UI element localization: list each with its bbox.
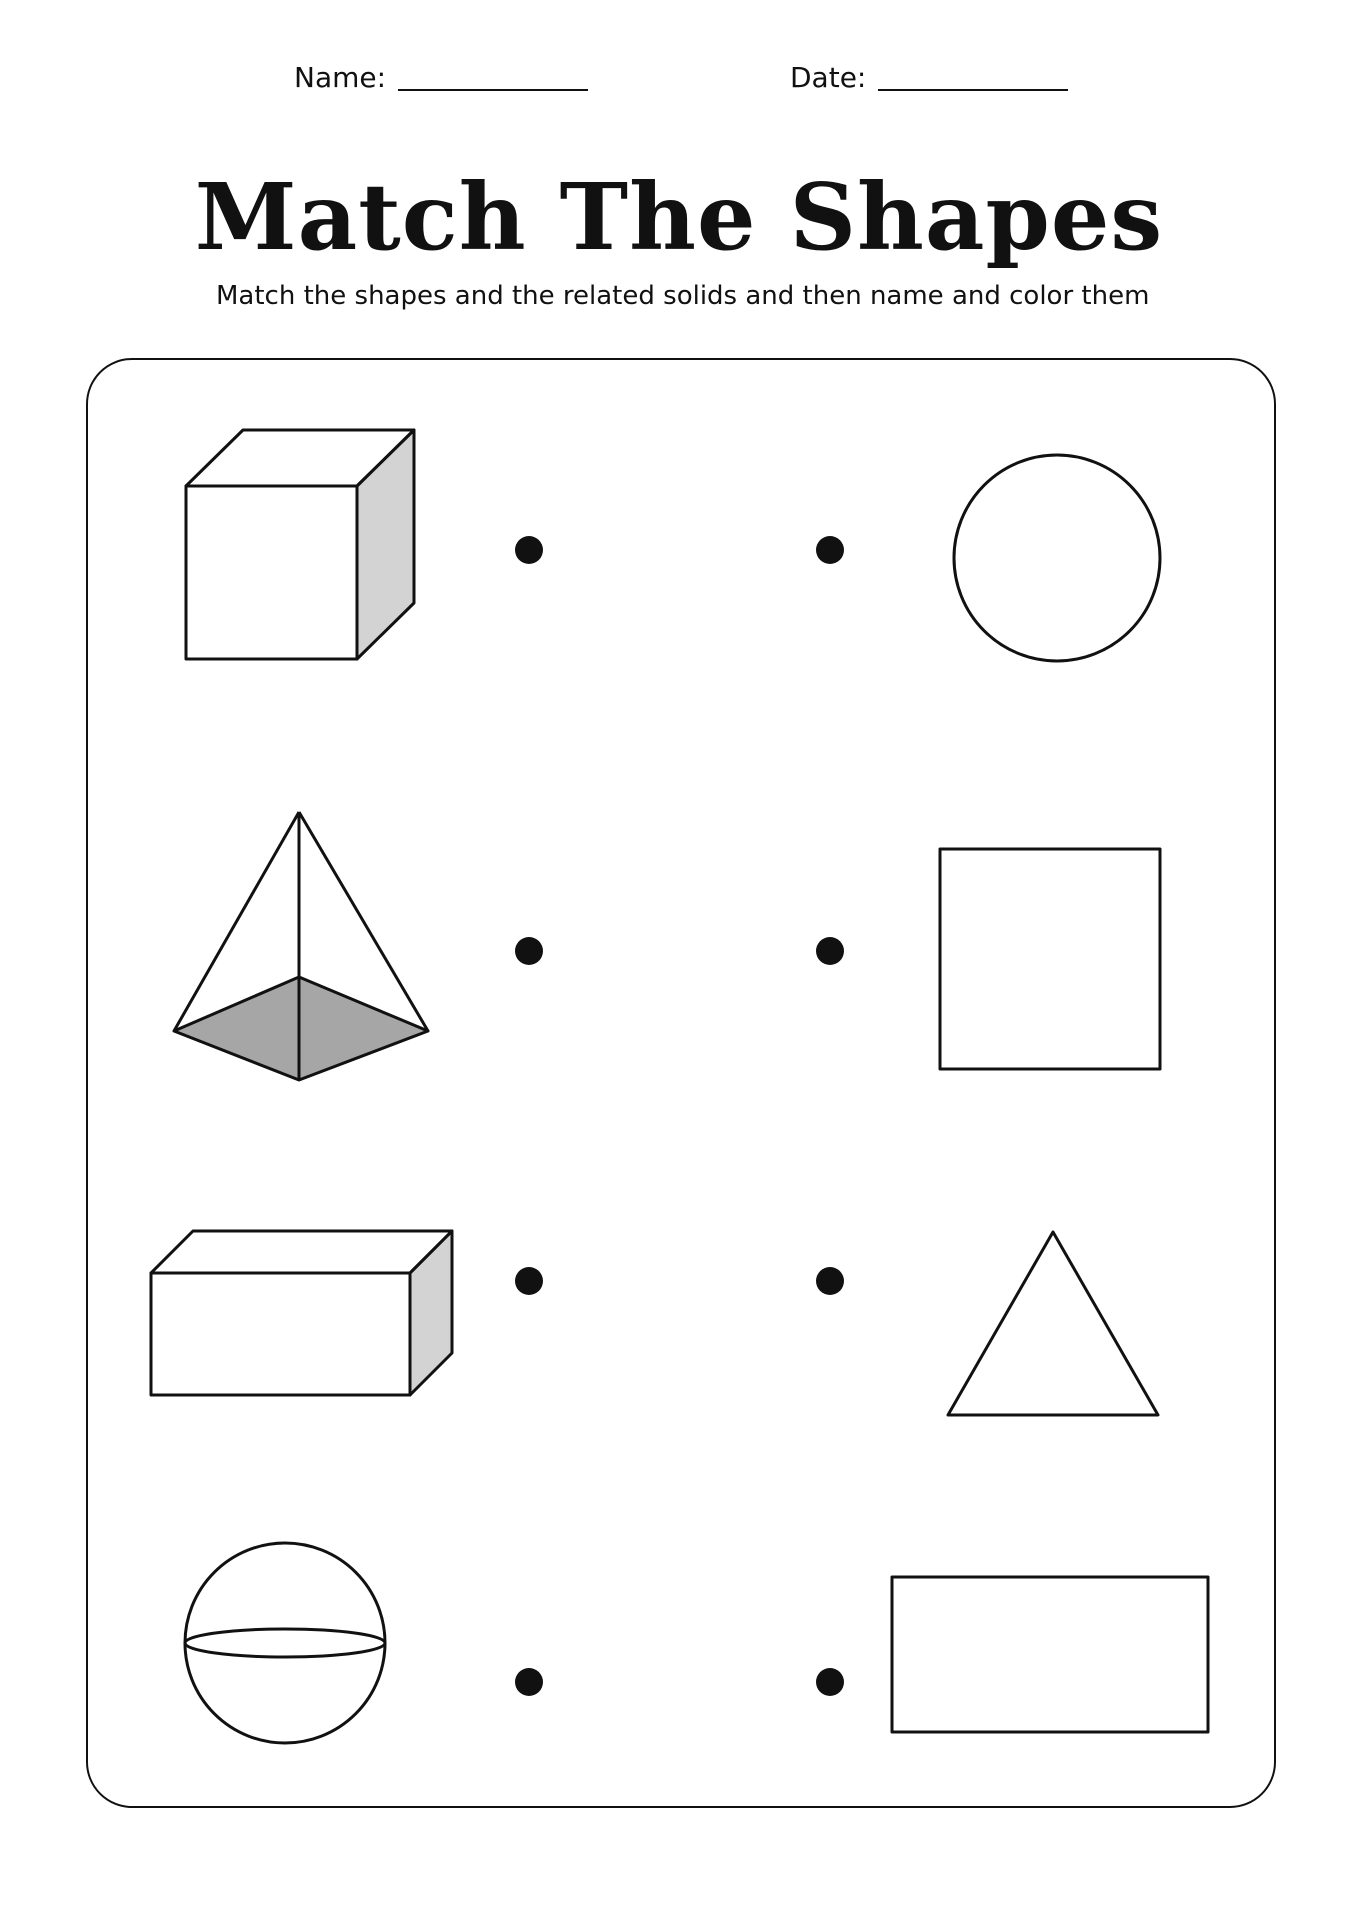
shape-match-dot[interactable] xyxy=(816,1267,844,1295)
solid-match-dot[interactable] xyxy=(515,536,543,564)
date-label: Date: xyxy=(790,61,867,94)
square-icon xyxy=(940,849,1160,1069)
triangle-icon xyxy=(948,1232,1158,1415)
circle-icon xyxy=(954,455,1160,661)
solid-match-dot[interactable] xyxy=(515,1668,543,1696)
solid-match-dot[interactable] xyxy=(515,937,543,965)
sphere-icon xyxy=(185,1543,385,1743)
shape-match-dot[interactable] xyxy=(816,1668,844,1696)
pyramid-icon xyxy=(174,812,428,1080)
solid-match-dot[interactable] xyxy=(515,1267,543,1295)
page-title: Match The Shapes xyxy=(194,163,1164,271)
rectangular-prism-icon xyxy=(151,1231,452,1395)
shape-match-dot[interactable] xyxy=(816,536,844,564)
rectangle-icon xyxy=(892,1577,1208,1732)
instructions-text: Match the shapes and the related solids and then name and color them xyxy=(216,281,1150,311)
name-label: Name: xyxy=(294,61,387,94)
cube-icon xyxy=(186,430,414,659)
shape-match-dot[interactable] xyxy=(816,937,844,965)
